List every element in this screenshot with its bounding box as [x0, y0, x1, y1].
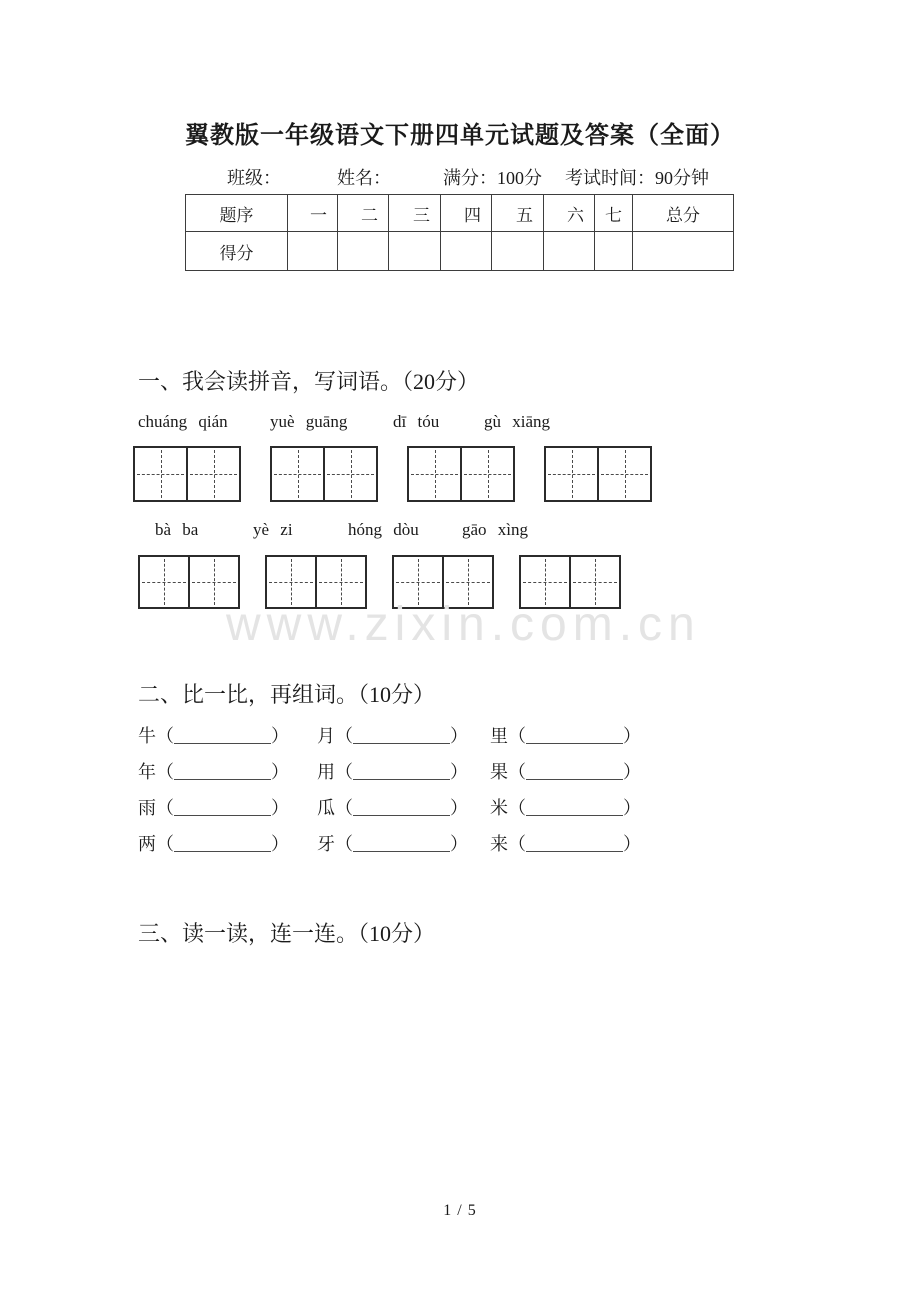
page-title: 翼教版一年级语文下册四单元试题及答案（全面） [185, 123, 735, 149]
pinyin-row-2 [0, 520, 920, 546]
word-char: 年 [138, 762, 156, 782]
open-paren: （ [156, 834, 174, 854]
open-paren: （ [508, 762, 526, 782]
score-cell [544, 232, 595, 271]
score-cell [633, 232, 734, 271]
blank-line [526, 761, 623, 780]
header-q7: 七 [595, 195, 633, 232]
grid-cell [323, 448, 376, 500]
full-score-label: 满分：100分 [443, 168, 542, 188]
open-paren: （ [508, 726, 526, 746]
word-blank-unit [138, 830, 289, 856]
score-cell [389, 232, 441, 271]
grid-cell [409, 448, 460, 500]
header-q2: 二 [338, 195, 389, 232]
grid-cell [140, 557, 188, 607]
score-table [185, 194, 734, 271]
pinyin-word: chuáng qián [138, 412, 228, 431]
score-table-score-row [186, 232, 734, 271]
blank-line [353, 725, 450, 744]
word-char: 雨 [138, 798, 156, 818]
header-question-order: 题序 [186, 195, 288, 232]
word-char: 瓜 [317, 798, 335, 818]
pinyin-word: bà ba [155, 520, 199, 539]
word-char: 牙 [317, 834, 335, 854]
pinyin-word: gāo xìng [462, 520, 529, 539]
writing-grid [270, 446, 378, 502]
word-char: 用 [317, 762, 335, 782]
header-q4: 四 [441, 195, 492, 232]
word-blank-unit [317, 722, 468, 748]
close-paren: ） [623, 726, 641, 746]
word-blank-unit [490, 794, 641, 820]
close-paren: ） [271, 834, 289, 854]
blank-line [174, 725, 271, 744]
word-blank-unit [317, 830, 468, 856]
word-blank-unit [317, 758, 468, 784]
writing-grid [133, 446, 241, 502]
grid-cell [186, 448, 239, 500]
close-paren: ） [450, 798, 468, 818]
close-paren: ） [623, 762, 641, 782]
section3-heading: 三、读一读，连一连。（10分） [138, 921, 436, 946]
header-total: 总分 [633, 195, 734, 232]
word-blank-unit [490, 830, 641, 856]
word-row [0, 794, 920, 826]
name-label: 姓名： [337, 168, 391, 188]
open-paren: （ [508, 834, 526, 854]
open-paren: （ [335, 762, 353, 782]
grid-cell [546, 448, 597, 500]
word-blank-unit [138, 794, 289, 820]
section1-heading: 一、我会读拼音，写词语。（20分） [138, 369, 480, 394]
writing-grid [544, 446, 652, 502]
class-label: 班级： [227, 168, 281, 188]
word-char: 月 [317, 726, 335, 746]
blank-line [174, 761, 271, 780]
grid-cell [460, 448, 513, 500]
word-blank-unit [490, 758, 641, 784]
word-row [0, 830, 920, 862]
close-paren: ） [450, 726, 468, 746]
pinyin-word: yuè guāng [270, 412, 348, 431]
word-char: 牛 [138, 726, 156, 746]
pinyin-row-1 [0, 412, 920, 438]
open-paren: （ [335, 834, 353, 854]
blank-line [526, 797, 623, 816]
score-cell [288, 232, 338, 271]
header-q5: 五 [492, 195, 544, 232]
blank-line [174, 797, 271, 816]
score-table-header-row [186, 195, 734, 232]
word-char: 里 [490, 726, 508, 746]
header-q3: 三 [389, 195, 441, 232]
open-paren: （ [156, 726, 174, 746]
word-char: 米 [490, 798, 508, 818]
blank-line [174, 833, 271, 852]
score-cell [441, 232, 492, 271]
exam-info-line [0, 164, 920, 190]
close-paren: ） [450, 762, 468, 782]
pinyin-word: gù xiāng [484, 412, 551, 431]
pinyin-word: hóng dòu [348, 520, 419, 539]
blank-line [353, 797, 450, 816]
score-cell [595, 232, 633, 271]
watermark: www.zixin.com.cn [226, 598, 701, 651]
header-q6: 六 [544, 195, 595, 232]
close-paren: ） [623, 834, 641, 854]
blank-line [526, 833, 623, 852]
word-blank-unit [138, 722, 289, 748]
word-blank-unit [317, 794, 468, 820]
score-row-label: 得分 [186, 232, 288, 271]
open-paren: （ [508, 798, 526, 818]
score-cell [338, 232, 389, 271]
blank-line [526, 725, 623, 744]
grid-cell [272, 448, 323, 500]
section2-heading: 二、比一比，再组词。（10分） [138, 682, 436, 707]
close-paren: ） [271, 762, 289, 782]
word-row [0, 722, 920, 754]
open-paren: （ [156, 798, 174, 818]
open-paren: （ [335, 726, 353, 746]
open-paren: （ [156, 762, 174, 782]
close-paren: ） [271, 798, 289, 818]
pinyin-word: dī tóu [393, 412, 440, 431]
grid-cell [597, 448, 650, 500]
writing-grid [407, 446, 515, 502]
blank-line [353, 761, 450, 780]
close-paren: ） [623, 798, 641, 818]
grid-cell [135, 448, 186, 500]
page-number: 1 / 5 [443, 1202, 477, 1219]
score-cell [492, 232, 544, 271]
writing-grid-row-1 [133, 446, 652, 502]
blank-line [353, 833, 450, 852]
word-char: 果 [490, 762, 508, 782]
word-row [0, 758, 920, 790]
word-char: 两 [138, 834, 156, 854]
header-q1: 一 [288, 195, 338, 232]
word-blank-unit [138, 758, 289, 784]
writing-grid [138, 555, 240, 609]
word-char: 来 [490, 834, 508, 854]
exam-time-label: 考试时间：90分钟 [565, 168, 709, 188]
word-blank-unit [490, 722, 641, 748]
open-paren: （ [335, 798, 353, 818]
close-paren: ） [450, 834, 468, 854]
close-paren: ） [271, 726, 289, 746]
pinyin-word: yè zi [253, 520, 293, 539]
